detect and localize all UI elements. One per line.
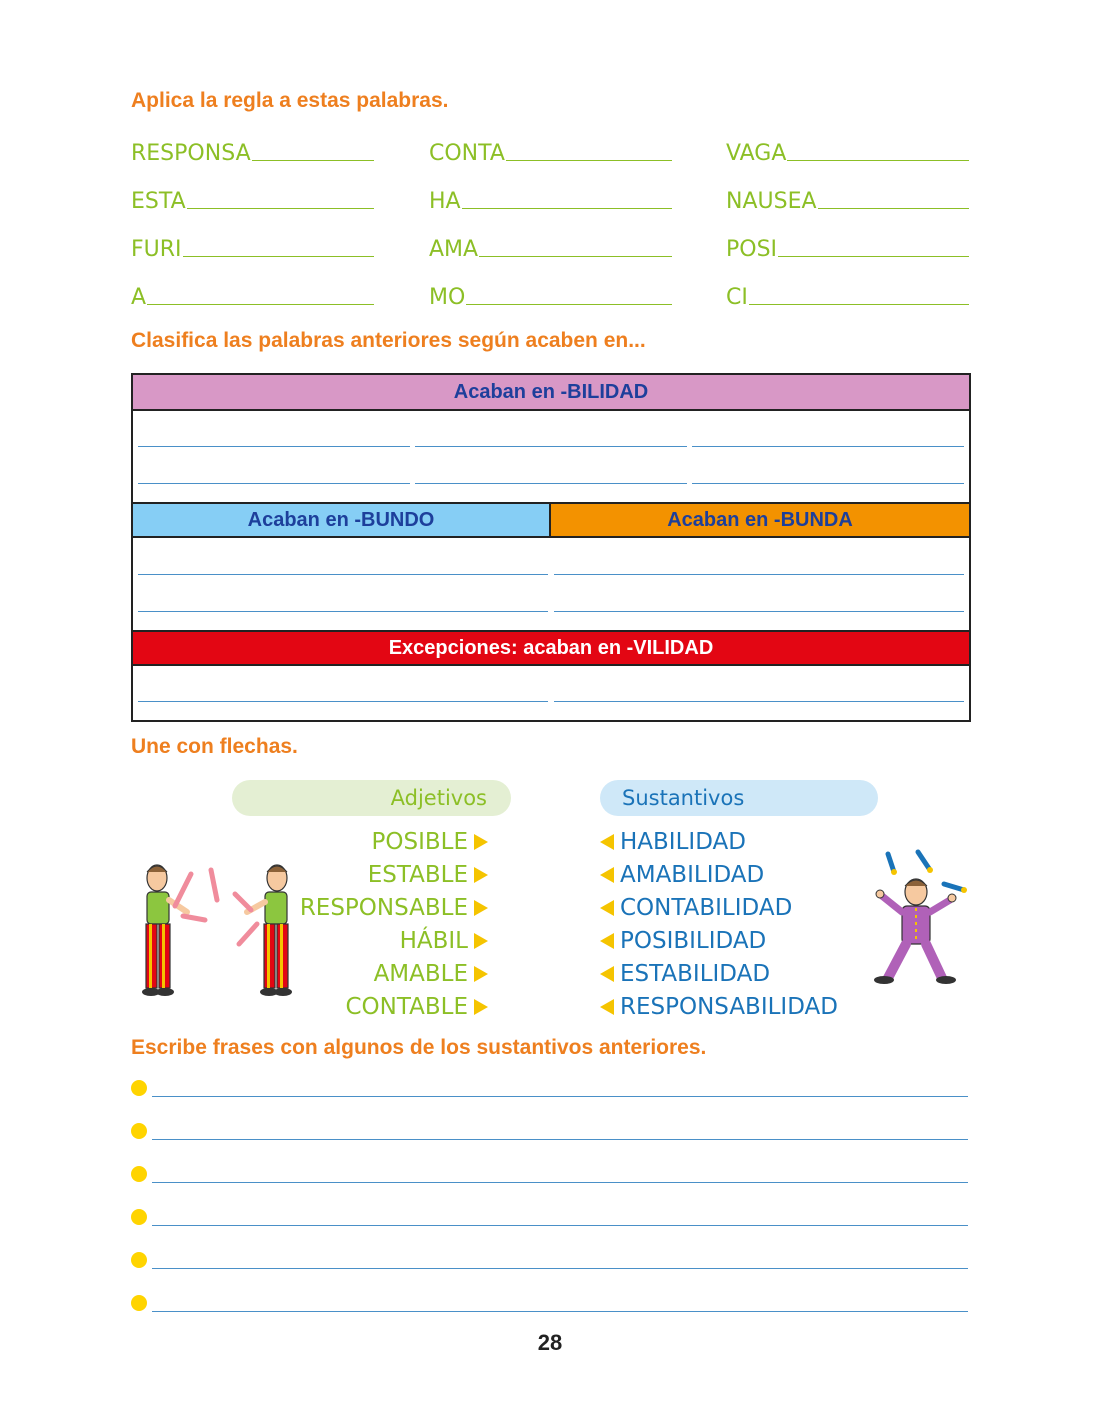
adjective-item[interactable]: RESPONSABLE [300,892,488,924]
arrow-right-icon [474,999,488,1015]
arrow-left-icon [600,867,614,883]
sentence-line[interactable] [152,1225,968,1226]
arrow-left-icon [600,999,614,1015]
adjective-item[interactable]: POSIBLE [372,826,488,858]
arrow-right-icon [474,867,488,883]
answer-line[interactable] [138,446,410,447]
bullet-icon [131,1166,147,1182]
arrow-left-icon [600,966,614,982]
arrow-right-icon [474,966,488,982]
page-number: 28 [537,1330,563,1355]
excepciones-header: Excepciones: acaban en -VILIDAD [133,630,969,666]
arrow-left-icon [600,933,614,949]
sentence-line[interactable] [152,1139,968,1140]
word-blank-a[interactable]: A [131,280,374,310]
adjective-item[interactable]: AMABLE [374,958,488,990]
adjective-item[interactable]: CONTABLE [346,991,489,1023]
word-blank-posi[interactable]: POSI [726,232,969,262]
noun-item[interactable]: POSIBILIDAD [600,925,766,957]
bullet-icon [131,1295,147,1311]
bilidad-header: Acaban en -BILIDAD [133,375,969,411]
sentence-line[interactable] [152,1268,968,1269]
bullet-icon [131,1209,147,1225]
word-blank-mo[interactable]: MO [429,280,672,310]
bullet-icon [131,1080,147,1096]
word-blank-responsa[interactable]: RESPONSA [131,136,374,166]
exercise-2-title: Clasifica las palabras anteriores según acaben en... [131,329,646,352]
arrow-left-icon [600,834,614,850]
jugglers-illustration [135,858,300,1003]
word-blank-ama[interactable]: AMA [429,232,672,262]
sustantivos-label: Sustantivos [600,780,878,816]
word-blank-conta[interactable]: CONTA [429,136,672,166]
exercise-1-title: Aplica la regla a estas palabras. [131,89,449,112]
bunda-header: Acaban en -BUNDA [551,502,969,538]
noun-item[interactable]: HABILIDAD [600,826,746,858]
arrow-right-icon [474,933,488,949]
answer-line[interactable] [554,611,964,612]
word-blank-esta[interactable]: ESTA [131,184,374,214]
noun-item[interactable]: ESTABILIDAD [600,958,770,990]
answer-line[interactable] [138,483,410,484]
bullet-icon [131,1123,147,1139]
answer-line[interactable] [554,574,964,575]
adjetivos-label: Adjetivos [232,780,511,816]
answer-line[interactable] [138,701,548,702]
sentence-line[interactable] [152,1096,968,1097]
adjective-item[interactable]: HÁBIL [400,925,488,957]
word-blank-vaga[interactable]: VAGA [726,136,969,166]
answer-line[interactable] [415,483,687,484]
word-blank-ci[interactable]: CI [726,280,969,310]
classification-table [131,373,971,722]
answer-line[interactable] [415,446,687,447]
sentence-line[interactable] [152,1311,968,1312]
word-blank-ha[interactable]: HA [429,184,672,214]
exercise-4-title: Escribe frases con algunos de los sustantivos anteriores. [131,1036,707,1059]
word-blank-nausea[interactable]: NAUSEA [726,184,969,214]
answer-line[interactable] [692,446,964,447]
answer-line[interactable] [554,701,964,702]
sentence-line[interactable] [152,1182,968,1183]
bundo-header: Acaban en -BUNDO [133,502,551,538]
answer-line[interactable] [692,483,964,484]
bullet-icon [131,1252,147,1268]
noun-item[interactable]: CONTABILIDAD [600,892,792,924]
noun-item[interactable]: AMABILIDAD [600,859,764,891]
word-blank-furi[interactable]: FURI [131,232,374,262]
juggler-illustration [858,848,973,988]
arrow-right-icon [474,900,488,916]
answer-line[interactable] [138,574,548,575]
answer-line[interactable] [138,611,548,612]
exercise-3-title: Une con flechas. [131,735,298,758]
adjective-item[interactable]: ESTABLE [368,859,488,891]
noun-item[interactable]: RESPONSABILIDAD [600,991,838,1023]
arrow-right-icon [474,834,488,850]
arrow-left-icon [600,900,614,916]
